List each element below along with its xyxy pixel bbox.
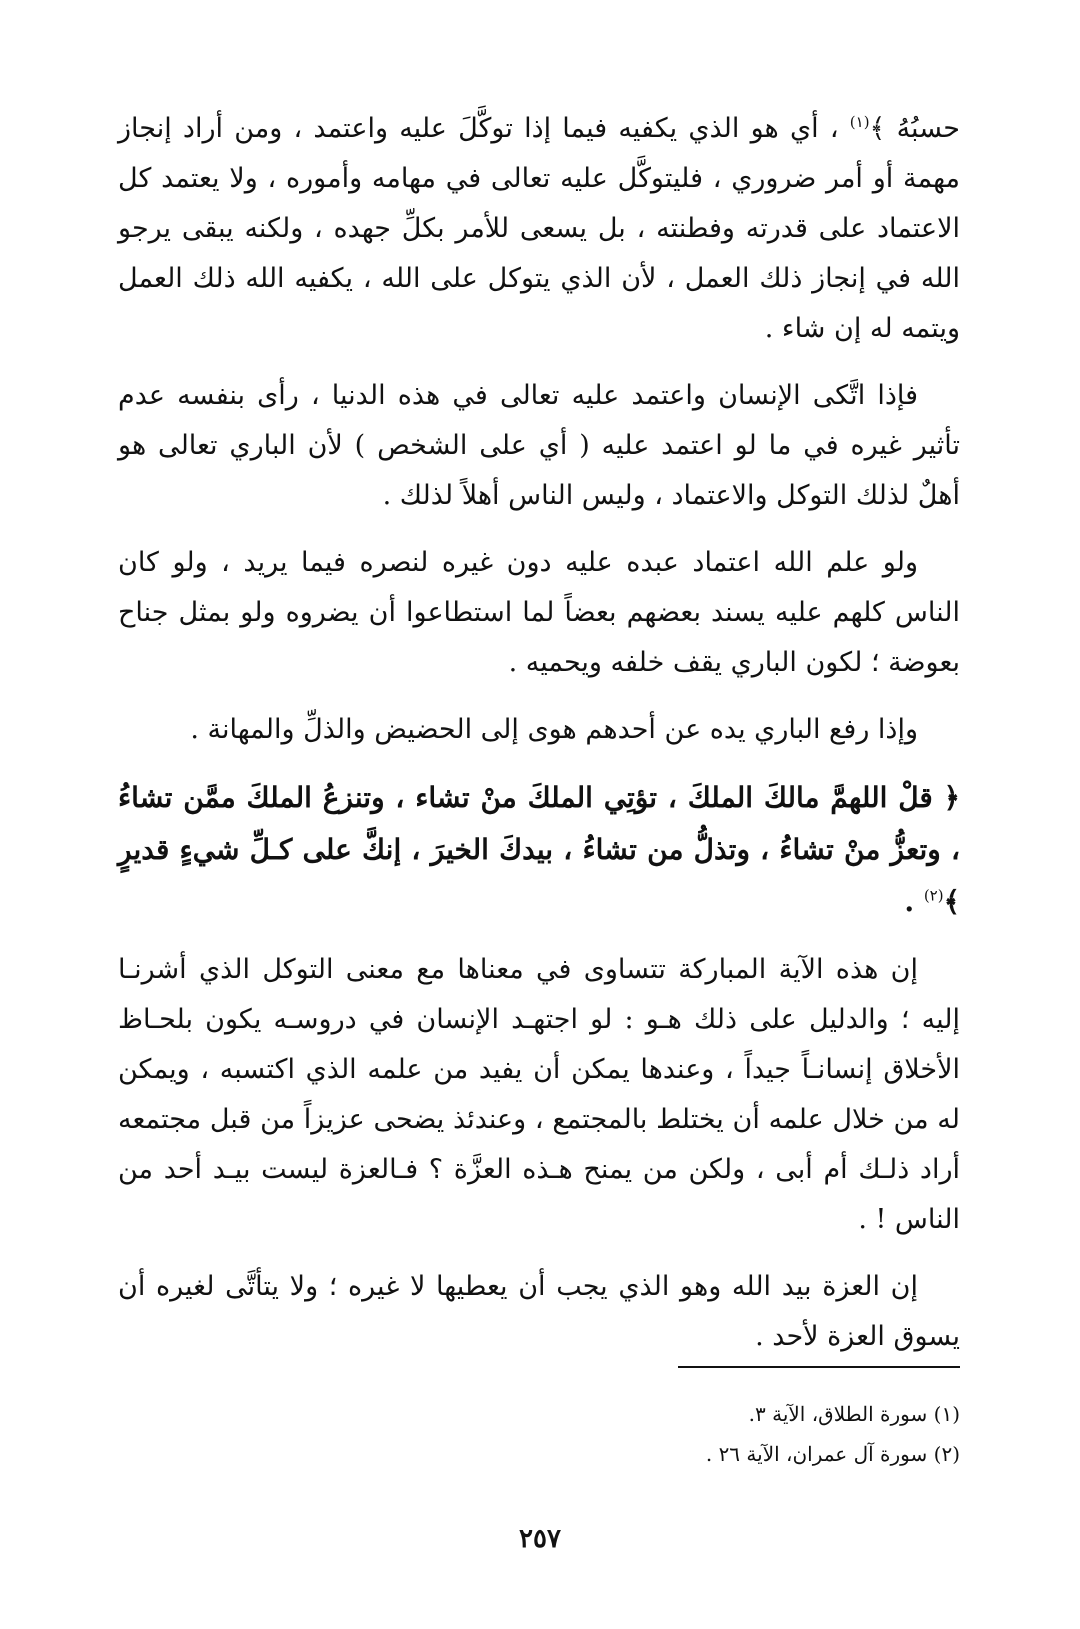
footnote-ref-1: (١) — [849, 113, 870, 131]
paragraph-4: وإذا رفع الباري يده عن أحدهم هوى إلى الحضيض والذلِّ والمهانة . — [190, 714, 918, 745]
footnote-1: (١) سورة الطلاق، الآية ٣. — [748, 1402, 960, 1426]
paragraph-3: ولو علم الله اعتماد عبده عليه دون غيره لنصره فيما يريد ، ولو كان الناس كلهم عليه يسند بعضهم بعضاً لما استطاعوا أن يضروه ولو بمثل جناح بعوضة ؛ لكون الباري يقف خلفه ويحميه . — [118, 547, 960, 678]
page-number: ٢٥٧ — [519, 1524, 561, 1554]
footnote-2: (٢) سورة آل عمران، الآية ٢٦ . — [705, 1442, 960, 1466]
footnote-ref-2: (٢) — [923, 886, 944, 905]
quran-verse-text: ﴿ قلْ اللهمَّ مالكَ الملكَ ، تؤتِي الملكَ منْ تشاء ، وتنزعُ الملكَ ممَّن تشاءُ ، وتعزُّ منْ تشاءُ ، وتذلُّ من تشاءُ ، بيدكَ الخيرَ ، إنكَّ على كـلِّ شيءٍ قديرٍ ﴾ — [118, 781, 960, 918]
paragraph-1 — [118, 104, 960, 354]
footnote-separator — [678, 1366, 960, 1368]
footnotes — [360, 1394, 960, 1474]
paragraph-1-lead: حسبُهُ ﴾ — [869, 113, 960, 144]
paragraph-6: إن العزة بيد الله وهو الذي يجب أن يعطيها لا غيره ؛ ولا يتأتَّى لغيره أن يسوق العزة لأحد . — [118, 1271, 960, 1352]
paragraph-2: فإذا اتَّكى الإنسان واعتمد عليه تعالى في هذه الدنيا ، رأى بنفسه عدم تأثير غيره في ما لو اعتمد عليه ( أي على الشخص ) لأن الباري تعالى هو أهلٌ لذلك التوكل والاعتماد ، وليس الناس أهلاً لذلك . — [118, 380, 960, 511]
quran-verse — [118, 772, 960, 928]
paragraph-5: إن هذه الآية المباركة تتساوى في معناها مع معنى التوكل الذي أشرنـا إليه ؛ والدليل على ذلك هـو : لو اجتهـد الإنسان في دروسـه يكون بلحـاظ الأخلاق إنسانـاً جيداً ، وعندها يمكن أن يفيد من علمه الذي اكتسبه ، ويمكن له من خلال علمه أن يختلط بالمجتمع ، وعندئذ يضحى عزيزاً من قبل مجتمعه أراد ذلـك أم أبى ، ولكن من يمنح هـذه العزَّة ؟ فـالعزة ليست بيـد أحد من الناس ! . — [118, 954, 960, 1235]
quran-verse-end: . — [904, 885, 924, 918]
page-body — [118, 104, 960, 1379]
paragraph-1-body: ، أي هو الذي يكفيه فيما إذا توكَّلَ عليه واعتمد ، ومن أراد إنجاز مهمة أو أمر ضروري ، فليتوكَّل عليه تعالى في مهامه وأموره ، ولا يعتمد كل الاعتماد على قدرته وفطنته ، بل يسعى للأمر بكلِّ جهده ، ولكنه يبقى يرجو الله في إنجاز ذلك العمل ، لأن الذي يتوكل على الله ، يكفيه الله ذلك العمل ويتمه له إن شاء . — [118, 113, 960, 344]
